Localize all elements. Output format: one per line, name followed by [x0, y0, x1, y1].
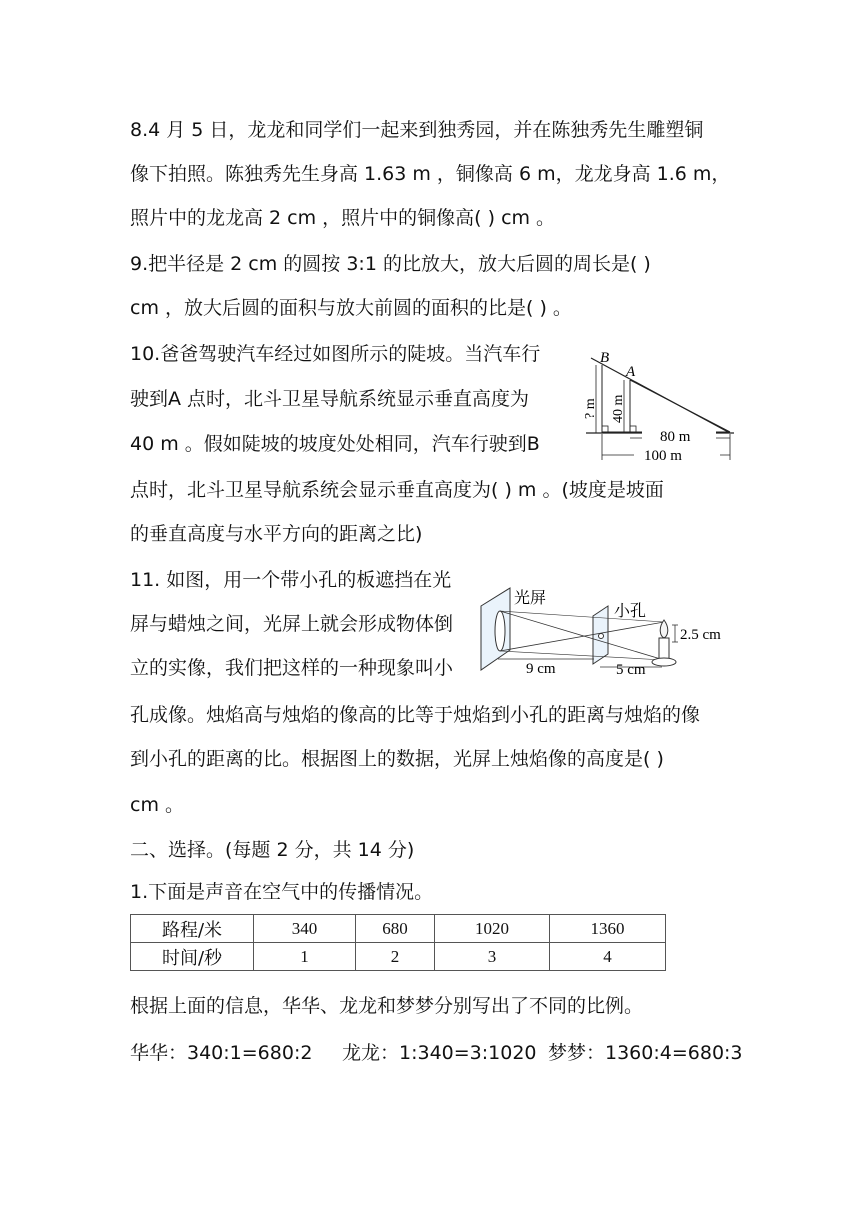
q10-line-4: 点时，北斗卫星导航系统会显示垂直高度为( ) m 。(坡度是坡面 [130, 479, 664, 501]
q11-line-1: 11. 如图，用一个带小孔的板遮挡在光 [130, 569, 452, 591]
sound-table [130, 914, 666, 971]
answer-mengmeng: 梦梦：1360:4=680:3 [548, 1042, 743, 1064]
table-cell: 1 [254, 943, 356, 971]
q8-line-2: 像下拍照。陈独秀先生身高 1.63 m ，铜像高 6 m，龙龙身高 1.6 m， [130, 163, 731, 185]
q8-line-1: 8.4 月 5 日，龙龙和同学们一起来到独秀园，并在陈独秀先生雕塑铜 [130, 119, 704, 141]
table-cell: 路程/米 [131, 915, 254, 943]
pinhole-figure [476, 576, 736, 680]
label-80m: 80 m [660, 429, 691, 445]
q10-line-1: 10.爸爸驾驶汽车经过如图所示的陡坡。当汽车行 [130, 343, 541, 365]
section2-heading: 二、选择。(每题 2 分，共 14 分) [130, 839, 415, 861]
label-b: B [600, 350, 610, 366]
table-cell: 1360 [550, 915, 666, 943]
label-40m: 40 m [611, 394, 626, 423]
label-5cm: 5 cm [616, 662, 646, 678]
c1-after: 根据上面的信息，华华、龙龙和梦梦分别写出了不同的比例。 [130, 995, 644, 1017]
table-cell: 680 [356, 915, 435, 943]
label-100m: 100 m [644, 448, 682, 464]
table-cell: 4 [550, 943, 666, 971]
q9-line-2: cm ，放大后圆的面积与放大前圆的面积的比是( ) 。 [130, 297, 572, 319]
label-9cm: 9 cm [526, 661, 556, 677]
label-unknown-height: ? m [583, 398, 598, 419]
q9-line-1: 9.把半径是 2 cm 的圆按 3:1 的比放大，放大后圆的周长是( ) [130, 253, 651, 275]
slope-figure [583, 346, 736, 466]
table-row [131, 943, 666, 971]
q10-line-5: 的垂直高度与水平方向的距离之比) [130, 523, 423, 545]
c1-stem: 1.下面是声音在空气中的传播情况。 [130, 881, 434, 903]
table-cell: 时间/秒 [131, 943, 254, 971]
q8-line-3: 照片中的龙龙高 2 cm ，照片中的铜像高( ) cm 。 [130, 207, 556, 229]
answer-longlong: 龙龙：1:340=3:1020 [342, 1042, 537, 1064]
table-cell: 340 [254, 915, 356, 943]
q11-line-2: 屏与蜡烛之间，光屏上就会形成物体倒 [130, 613, 454, 635]
label-a: A [626, 364, 636, 380]
answer-huahua: 华华：340:1=680:2 [130, 1042, 313, 1064]
table-cell: 1020 [435, 915, 550, 943]
q11-line-4: 孔成像。烛焰高与烛焰的像高的比等于烛焰到小孔的距离与烛焰的像 [130, 704, 701, 726]
label-screen: 光屏 [514, 590, 547, 607]
q11-line-5: 到小孔的距离的比。根据图上的数据，光屏上烛焰像的高度是( ) [130, 748, 664, 770]
q10-line-2: 驶到A 点时，北斗卫星导航系统显示垂直高度为 [130, 388, 530, 410]
q11-line-3: 立的实像，我们把这样的一种现象叫小 [130, 657, 454, 679]
table-cell: 2 [356, 943, 435, 971]
q10-line-3: 40 m 。假如陡坡的坡度处处相同，汽车行驶到B [130, 433, 540, 455]
q11-line-6: cm 。 [130, 794, 184, 816]
table-row [131, 915, 666, 943]
label-hole: 小孔 [614, 603, 647, 620]
table-cell: 3 [435, 943, 550, 971]
label-flame-height: 2.5 cm [680, 627, 721, 643]
